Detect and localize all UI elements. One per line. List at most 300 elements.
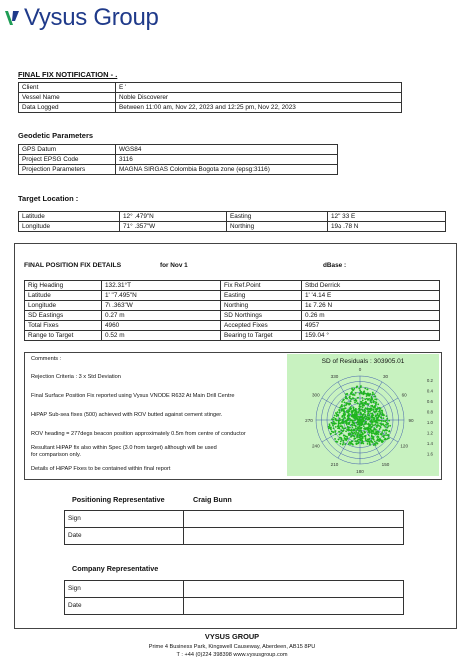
residual-point — [373, 427, 375, 429]
residual-point — [386, 418, 388, 420]
residual-point — [342, 442, 344, 444]
table-cell: Easting — [221, 291, 302, 301]
residual-point — [375, 423, 377, 425]
sign-field[interactable] — [184, 581, 404, 598]
residual-point — [374, 441, 376, 443]
target-table — [18, 211, 446, 232]
residual-point — [366, 441, 368, 443]
vysus-logo-icon — [4, 9, 20, 27]
positioning-rep-name: Craig Bunn — [193, 495, 232, 504]
residual-point — [381, 424, 383, 426]
residual-point — [360, 431, 362, 433]
residual-point — [359, 407, 361, 409]
residual-point — [380, 427, 382, 429]
residual-point — [367, 399, 369, 401]
sign-label: Sign — [65, 511, 184, 528]
residual-point — [340, 429, 342, 431]
residuals-polar-chart — [287, 354, 439, 476]
residual-point — [364, 398, 366, 400]
residual-point — [360, 403, 362, 405]
residual-point — [368, 408, 370, 410]
residual-point — [341, 439, 343, 441]
residual-point — [386, 429, 388, 431]
residual-point — [348, 443, 350, 445]
residual-point — [370, 398, 372, 400]
residual-point — [377, 433, 379, 435]
table-row — [65, 528, 404, 545]
residual-point — [352, 444, 354, 446]
table-row — [65, 581, 404, 598]
residual-point — [365, 439, 367, 441]
radial-tick-label: 0.4 — [426, 388, 433, 394]
residual-point — [342, 422, 344, 424]
residual-point — [383, 420, 385, 422]
residual-point — [370, 402, 372, 404]
company-rep-title: Company Representative — [72, 564, 159, 573]
residual-point — [362, 437, 364, 439]
residual-point — [374, 398, 376, 400]
table-cell: 4960 — [102, 321, 221, 331]
comments-heading: Comments : — [31, 356, 62, 362]
residual-point — [356, 436, 358, 438]
residual-point — [347, 417, 349, 419]
residual-point — [360, 401, 362, 403]
residual-point — [376, 401, 378, 403]
radial-tick-label: 0.8 — [426, 409, 433, 415]
residual-point — [371, 433, 373, 435]
residual-point — [344, 401, 346, 403]
residual-point — [347, 427, 349, 429]
angle-tick-label: 270 — [305, 418, 313, 423]
residual-point — [353, 438, 355, 440]
table-cell: 19ა .78 N — [328, 222, 446, 232]
residual-point — [351, 391, 353, 393]
residual-point — [374, 396, 376, 398]
sign-field[interactable] — [184, 511, 404, 528]
residual-point — [380, 439, 382, 441]
table-cell: Accepted Fixes — [221, 321, 302, 331]
residual-point — [356, 429, 358, 431]
comment-line: for comparison only. — [31, 452, 81, 458]
residual-point — [344, 412, 346, 414]
residual-point — [374, 412, 376, 414]
residual-point — [354, 425, 356, 427]
residual-point — [348, 404, 350, 406]
residual-point — [355, 408, 357, 410]
residual-point — [354, 402, 356, 404]
residual-point — [370, 420, 372, 422]
residual-point — [349, 441, 351, 443]
residual-point — [367, 412, 369, 414]
residual-point — [333, 421, 335, 423]
residual-point — [342, 408, 344, 410]
residual-point — [375, 430, 377, 432]
table-cell: 159.04 ° — [302, 331, 440, 341]
table-cell: Latitude — [25, 291, 102, 301]
residual-point — [357, 427, 359, 429]
residual-point — [331, 418, 333, 420]
residual-point — [350, 398, 352, 400]
residual-point — [368, 418, 370, 420]
residual-point — [344, 417, 346, 419]
residual-point — [370, 417, 372, 419]
residual-point — [364, 410, 366, 412]
table-cell: 1ɛ 7.26 N — [302, 301, 440, 311]
date-label: Date — [65, 598, 184, 615]
angle-tick-label: 240 — [311, 443, 320, 449]
residual-point — [386, 415, 388, 417]
residual-point — [353, 389, 355, 391]
residual-point — [368, 434, 370, 436]
residual-point — [377, 403, 379, 405]
residual-point — [345, 393, 347, 395]
residual-point — [371, 435, 373, 437]
date-field[interactable] — [184, 528, 404, 545]
table-cell: Noble Discoverer — [116, 93, 402, 103]
residual-point — [371, 396, 373, 398]
residual-point — [352, 406, 354, 408]
residual-point — [377, 413, 379, 415]
residual-point — [338, 419, 340, 421]
residual-point — [352, 434, 354, 436]
residual-point — [384, 420, 386, 422]
residual-point — [358, 388, 360, 390]
residual-point — [379, 420, 381, 422]
residual-point — [342, 416, 344, 418]
residual-point — [346, 423, 348, 425]
residual-point — [377, 420, 379, 422]
residual-point — [372, 414, 374, 416]
table-cell: MAGNA SIRGAS Colombia Bogota zone (epsg:3116) — [116, 165, 338, 175]
comment-line: Rejection Criteria : 3 x Std Deviation — [31, 374, 121, 380]
date-field[interactable] — [184, 598, 404, 615]
table-cell: E ' — [116, 83, 402, 93]
residual-point — [347, 429, 349, 431]
table-row — [19, 155, 338, 165]
residual-point — [357, 397, 359, 399]
residual-point — [362, 407, 364, 409]
residual-point — [369, 443, 371, 445]
residual-point — [377, 443, 379, 445]
residual-point — [354, 436, 356, 438]
footer-address: Prime 4 Business Park, Kingswell Causeway, Aberdeen, AB15 8PU — [148, 644, 316, 650]
table-cell: SD Eastings — [25, 311, 102, 321]
residual-point — [342, 420, 344, 422]
residual-point — [360, 434, 362, 436]
residual-point — [332, 431, 334, 433]
residual-point — [376, 415, 378, 417]
residual-point — [381, 433, 383, 435]
residual-point — [329, 427, 331, 429]
residual-point — [363, 417, 365, 419]
residual-point — [384, 439, 386, 441]
residual-point — [368, 423, 370, 425]
residual-point — [361, 427, 363, 429]
table-cell: 12" 33 E — [328, 212, 446, 222]
angle-tick-label: 90 — [408, 418, 414, 423]
residual-point — [379, 414, 381, 416]
table-cell: Fix Ref.Point — [221, 281, 302, 291]
residual-point — [379, 411, 381, 413]
residual-point — [358, 436, 360, 438]
residual-point — [367, 443, 369, 445]
residual-point — [338, 439, 340, 441]
residual-point — [340, 437, 342, 439]
residual-point — [357, 442, 359, 444]
residual-point — [360, 391, 362, 393]
residual-point — [340, 423, 342, 425]
residual-point — [365, 421, 367, 423]
residual-point — [358, 430, 360, 432]
residual-point — [341, 401, 343, 403]
residual-point — [365, 414, 367, 416]
residual-point — [354, 440, 356, 442]
residual-point — [357, 424, 359, 426]
table-cell: Total Fixes — [25, 321, 102, 331]
residual-point — [343, 435, 345, 437]
table-cell: Northing — [227, 222, 328, 232]
residual-point — [341, 404, 343, 406]
residual-point — [370, 440, 372, 442]
table-cell: Range to Target — [25, 331, 102, 341]
residual-point — [360, 438, 362, 440]
positioning-rep-title: Positioning Representative — [72, 495, 165, 504]
table-row — [19, 93, 402, 103]
residual-point — [387, 434, 389, 436]
residual-point — [343, 399, 345, 401]
radial-tick-label: 0.2 — [426, 378, 433, 383]
residual-point — [384, 426, 386, 428]
residual-point — [359, 393, 361, 395]
residual-point — [385, 434, 387, 436]
residual-point — [388, 420, 390, 422]
residual-point — [371, 422, 373, 424]
table-row — [65, 598, 404, 615]
residual-point — [356, 414, 358, 416]
residual-point — [379, 428, 381, 430]
geodetic-table — [18, 144, 338, 175]
residual-point — [361, 419, 363, 421]
residual-point — [344, 427, 346, 429]
table-row — [19, 145, 338, 155]
residual-point — [339, 434, 341, 436]
residual-point — [387, 425, 389, 427]
residual-point — [351, 431, 353, 433]
residual-point — [366, 427, 368, 429]
residual-point — [344, 443, 346, 445]
residual-point — [364, 431, 366, 433]
residual-point — [342, 444, 344, 446]
table-cell: 0.52 m — [102, 331, 221, 341]
radial-tick-label: 1.4 — [426, 441, 433, 446]
date-label: Date — [65, 528, 184, 545]
residual-point — [367, 428, 369, 430]
residual-point — [348, 423, 350, 425]
residual-point — [366, 403, 368, 405]
residual-point — [352, 426, 354, 428]
residual-point — [341, 425, 343, 427]
residual-point — [356, 386, 358, 388]
residual-point — [347, 402, 349, 404]
dbase-label: dBase : — [323, 262, 347, 269]
residual-point — [332, 425, 334, 427]
footer-contact: T : +44 (0)224 398398 www.vysusgroup.com — [176, 652, 288, 658]
residual-point — [371, 424, 373, 426]
table-row — [19, 83, 402, 93]
residual-point — [337, 415, 339, 417]
residual-point — [386, 422, 388, 424]
comment-line: Final Surface Position Fix reported using Vysus VNODE R632 At Main Drill Centre — [31, 393, 235, 399]
residual-point — [339, 412, 341, 414]
residual-point — [345, 430, 347, 432]
residual-point — [329, 425, 331, 427]
residual-point — [367, 431, 369, 433]
residual-point — [331, 422, 333, 424]
residual-point — [364, 402, 366, 404]
residual-point — [366, 418, 368, 420]
residual-point — [377, 423, 379, 425]
radial-tick-label: 0.6 — [426, 399, 433, 404]
residual-point — [358, 439, 360, 441]
residual-point — [354, 416, 356, 418]
residual-point — [371, 407, 373, 409]
residual-point — [379, 423, 381, 425]
residual-point — [372, 392, 374, 394]
residual-point — [352, 417, 354, 419]
table-cell: GPS Datum — [19, 145, 116, 155]
residual-point — [375, 408, 377, 410]
residual-point — [362, 414, 364, 416]
residual-point — [350, 400, 352, 402]
residual-point — [377, 417, 379, 419]
residual-point — [361, 409, 363, 411]
table-cell: 71° .357"W — [120, 222, 227, 232]
residual-point — [387, 427, 389, 429]
residual-point — [335, 418, 337, 420]
comment-line: ROV heading = 277degs beacon position approximately 0.5m from centre of conductor — [31, 431, 246, 437]
residual-point — [372, 401, 374, 403]
table-cell: Latitude — [19, 212, 120, 222]
residual-point — [352, 420, 354, 422]
residual-point — [359, 415, 361, 417]
residual-point — [341, 410, 343, 412]
residual-point — [367, 439, 369, 441]
residual-point — [343, 405, 345, 407]
residual-point — [348, 433, 350, 435]
residual-point — [363, 435, 365, 437]
angle-tick-label: 300 — [311, 392, 320, 398]
residual-point — [356, 443, 358, 445]
residual-point — [349, 407, 351, 409]
residual-point — [355, 400, 357, 402]
radial-tick-label: 1.6 — [426, 451, 433, 457]
residual-point — [343, 429, 345, 431]
residual-point — [376, 436, 378, 438]
residual-point — [362, 399, 364, 401]
residual-point — [338, 409, 340, 411]
residual-point — [369, 393, 371, 395]
residual-point — [362, 404, 364, 406]
residual-point — [363, 391, 365, 393]
company-sign-table — [64, 580, 404, 615]
table-row — [25, 301, 440, 311]
comment-line: Details of HiPAP Fixes to be contained within final report — [31, 466, 171, 472]
residual-point — [351, 387, 353, 389]
residual-point — [345, 420, 347, 422]
table-cell: Longitude — [19, 222, 120, 232]
table-cell: Projection Parameters — [19, 165, 116, 175]
residual-point — [354, 432, 356, 434]
residual-point — [381, 410, 383, 412]
residual-point — [369, 425, 371, 427]
table-cell: 3116 — [116, 155, 338, 165]
table-cell: Longitude — [25, 301, 102, 311]
residual-point — [376, 425, 378, 427]
table-cell: Client — [19, 83, 116, 93]
residual-point — [349, 427, 351, 429]
footer-company: VYSUS GROUP — [204, 632, 260, 641]
residual-point — [350, 420, 352, 422]
table-cell: Northing — [221, 301, 302, 311]
residual-point — [355, 392, 357, 394]
residual-point — [347, 437, 349, 439]
residual-point — [353, 423, 355, 425]
residual-point — [362, 442, 364, 444]
residual-point — [350, 433, 352, 435]
residual-point — [357, 421, 359, 423]
angle-tick-label: 120 — [400, 443, 409, 449]
table-cell: 0.27 m — [102, 311, 221, 321]
company-logo — [4, 4, 159, 32]
table-row — [65, 511, 404, 528]
table-row — [25, 321, 440, 331]
residual-point — [368, 394, 370, 396]
residual-point — [364, 388, 366, 390]
residual-point — [367, 388, 369, 390]
residual-point — [373, 431, 375, 433]
table-cell: Data Logged — [19, 103, 116, 113]
angle-tick-label: 60 — [401, 392, 407, 398]
residual-point — [361, 440, 363, 442]
residual-point — [338, 426, 340, 428]
residual-point — [373, 419, 375, 421]
residual-point — [356, 440, 358, 442]
table-row — [25, 291, 440, 301]
residual-point — [346, 410, 348, 412]
residual-point — [358, 405, 360, 407]
residual-point — [330, 429, 332, 431]
residual-point — [374, 421, 376, 423]
table-cell: 7\ .363"W — [102, 301, 221, 311]
final-fix-date: for Nov 1 — [160, 262, 188, 269]
comment-line: Resultant HiPAP fix also within Spec (3.0 from target) although will be used — [31, 445, 217, 451]
residual-point — [333, 427, 335, 429]
residual-point — [338, 422, 340, 424]
residual-point — [383, 435, 385, 437]
table-cell: Between 11:00 am, Nov 22, 2023 and 12:25 pm, Nov 22, 2023 — [116, 103, 402, 113]
residual-point — [343, 418, 345, 420]
residual-point — [360, 385, 362, 387]
residual-point — [366, 395, 368, 397]
residual-point — [382, 440, 384, 442]
residual-point — [344, 422, 346, 424]
residual-point — [351, 413, 353, 415]
radial-tick-label: 1.0 — [426, 420, 433, 425]
table-row — [25, 311, 440, 321]
angle-tick-label: 150 — [381, 462, 390, 468]
target-heading: Target Location : — [18, 194, 79, 203]
residual-point — [345, 407, 347, 409]
